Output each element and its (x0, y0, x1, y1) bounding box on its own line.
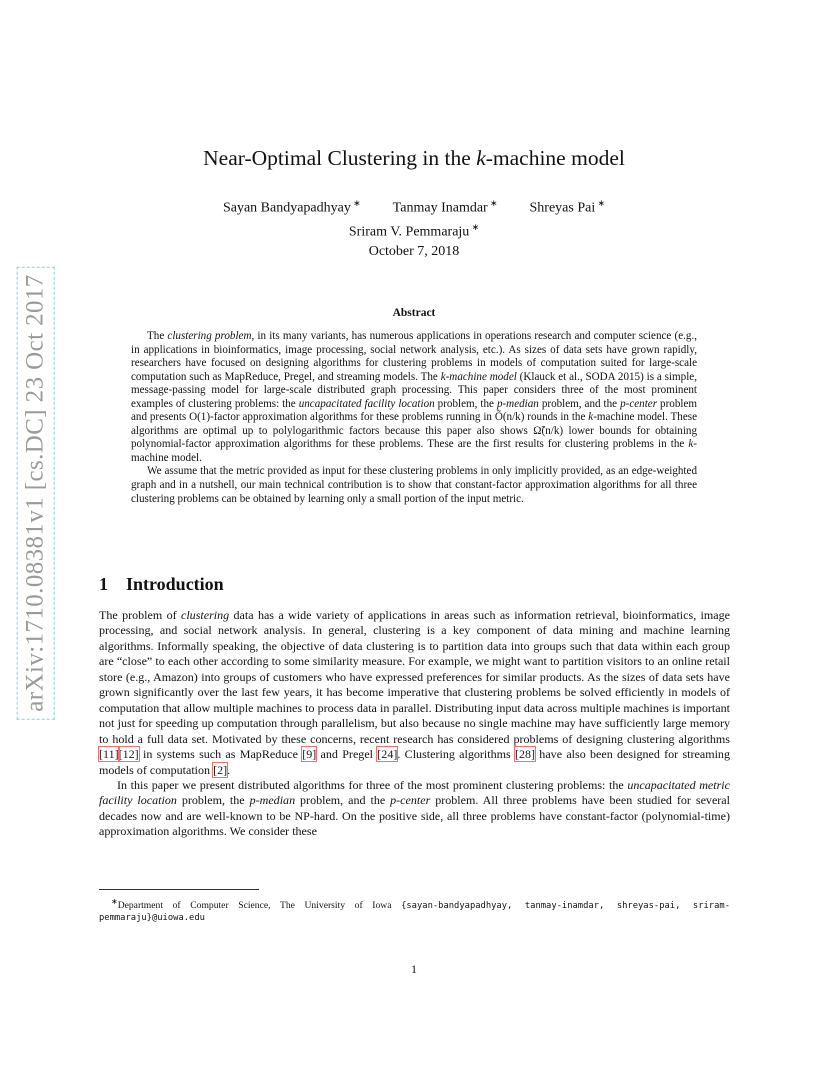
author-list (100, 194, 728, 241)
emphasis: p-center (390, 793, 431, 808)
emphasis: k-machine model (440, 370, 517, 383)
text-run: data has a wide variety of applications in areas such as information retrieval, bioinformatics, image processing, and social network analysis. In general, clustering is a key component of data mining and machine learning algorithms. Informally speaking, the objective of data clustering is to partition data into groups such that data within each group are “close” to each other according to some similarity measure. For example, we might want to partition visitors to an online retail store (e.g., Amazon) into groups of customers who have expressed preferences for similar products. As the sizes of data sets have grown significantly over the last few years, it has become imperative that clustering problems be solved efficiently in models of computation that allow multiple machines to process data in parallel. Distributing input data across multiple machines is important not just for speeding up computation through parallelism, but also because no single machine may have sufficiently large memory to hold a full data set. Motivated by these concerns, recent research has considered problems of designing clustering algorithms (99, 608, 730, 746)
emphasis: uncapacitated facility location (298, 397, 435, 410)
abstract-paragraph-2: We assume that the metric provided as input for these clustering problems in only implicitly provided, as an edge-weighted graph and in a nutshell, our main technical contribution is to show that constant-factor approximation algorithms for all three clustering problems can be obtained by learning only a small portion of the input metric. (131, 465, 697, 505)
emphasis: clustering problem (167, 330, 252, 342)
author-emails: {sayan-bandyapadhyay, tanmay-inamdar, shreyas-pai, sriram-pemmaraju}@uiowa.edu (99, 901, 730, 924)
author-name: Sayan Bandyapadhyay ∗ (222, 198, 361, 216)
intro-paragraph-2 (99, 778, 730, 840)
intro-paragraph-1 (99, 608, 730, 778)
text-run: . Clustering algorithms (397, 747, 515, 762)
author-name: Tanmay Inamdar ∗ (392, 198, 498, 216)
emphasis: uncapacitated metric facility location (99, 777, 730, 808)
paper-date: October 7, 2018 (368, 244, 460, 259)
emphasis: clustering (180, 608, 230, 622)
paper-title: Near-Optimal Clustering in the k-machine model (203, 146, 625, 170)
footnote: ∗Department of Computer Science, The University of Iowa {sayan-bandyapadhyay, tanmay-inamdar, shreyas-pai, sriram-pemmaraju}@uiowa.edu (99, 897, 730, 924)
text-run: The (147, 330, 168, 342)
citation-link[interactable]: [24] (377, 747, 398, 762)
author-name: Sriram V. Pemmaraju ∗ (348, 221, 480, 240)
text-run: problem, and the (538, 397, 621, 410)
text-run: problem and presents O(1)-factor approximation algorithms for these problems running in Õ(n/k) rounds in the (131, 397, 697, 424)
emphasis: k (688, 438, 694, 451)
text-run: -machine model. These algorithms are optimal up to polylogarithmic factors because this paper also shows Ω̃(n/k) lower bounds for obtaining polynomial-factor approximation algorithms for these problems. These are the first results for clustering problems in the (131, 411, 697, 451)
emphasis: p-median (249, 793, 296, 808)
text-run: have also been designed for streaming models of computation (99, 747, 730, 777)
citation-link[interactable]: [11] (99, 747, 119, 762)
text-run: The problem of (99, 608, 181, 622)
introduction-body (99, 608, 730, 840)
text-run: (Klauck et al., SODA 2015) is a simple, message-passing model for large-scale distributed graph processing. This paper considers three of the most prominent examples of clustering problems: the (131, 370, 697, 410)
text-run: problem, and the (295, 793, 391, 808)
text-run: -machine model. (131, 438, 697, 464)
citation-link[interactable]: [28] (514, 747, 536, 762)
text-run: problem, the (434, 397, 497, 410)
abstract-body (131, 330, 697, 506)
text-run: problem. All three problems have been studied for several decades now and are well-known to be NP-hard. On the positive side, all three problems have constant-factor (polynomial-time) approximation algorithms. We consider these (99, 793, 730, 839)
text-run: , in its many variants, has numerous applications in operations research and computer science (e.g., in applications in bioinformatics, image processing, social network analysis, etc.). As sizes of data sets have grown rapidly, researchers have focused on designing algorithms for clustering problems in models of computation suited for large-scale computation such as MapReduce, Pregel, and streaming models. The (131, 330, 697, 383)
citation-link[interactable]: [9] (302, 747, 317, 762)
emphasis: p-median (496, 397, 539, 410)
arxiv-sidebar-stamp[interactable] (16, 258, 56, 728)
abstract-paragraph-1 (131, 330, 697, 465)
emphasis: k (588, 411, 594, 424)
text-run: and Pregel (316, 747, 378, 762)
author-name: Shreyas Pai ∗ (529, 198, 606, 216)
section-heading-introduction: 1 Introduction (99, 574, 224, 594)
footnote-rule (99, 889, 259, 890)
text-run: in systems such as MapReduce (138, 747, 303, 762)
text-run: . (227, 762, 231, 777)
text-run: problem, the (176, 793, 250, 808)
emphasis: p-center (620, 397, 658, 410)
citation-link[interactable]: [2] (213, 762, 228, 777)
arxiv-id[interactable]: arXiv:1710.08381v1 [cs.DC] 23 Oct 2017 (21, 270, 51, 715)
page-number: 1 (411, 962, 417, 976)
citation-link[interactable]: [12] (118, 747, 139, 762)
abstract-heading: Abstract (392, 307, 436, 319)
text-run: In this paper we present distributed algorithms for three of the most prominent clustering problems: the (117, 777, 628, 792)
